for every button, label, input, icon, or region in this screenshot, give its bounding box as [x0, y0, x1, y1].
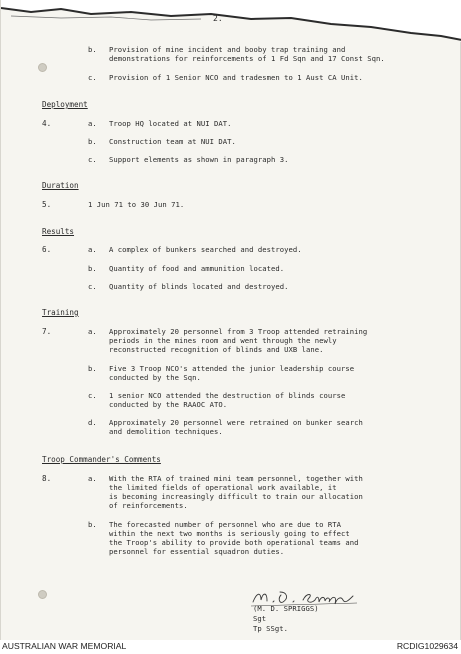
item-letter: c. — [88, 155, 97, 164]
item-text-line: personnel for essential squadron duties. — [109, 547, 285, 556]
page-number: 2. — [213, 14, 223, 23]
item-text-line: of reinforcements. — [109, 501, 188, 510]
item-letter: b. — [88, 264, 97, 273]
paragraph-number: 8. — [42, 474, 52, 483]
torn-top-edge — [1, 0, 461, 42]
paragraph-number: 7. — [42, 327, 52, 336]
section-heading-comments: Troop Commander's Comments — [42, 455, 161, 464]
item-letter: c. — [88, 282, 97, 291]
item-letter: b. — [88, 364, 97, 373]
item-text-line: conducted by the Sqn. — [109, 373, 201, 382]
item-letter: b. — [88, 45, 97, 54]
item-letter: c. — [88, 391, 97, 400]
item-text-line: conducted by the RAAOC ATO. — [109, 400, 228, 409]
item-text-line: Provision of 1 Senior NCO and tradesmen to 1 Aust CA Unit. — [109, 73, 363, 82]
item-letter: d. — [88, 418, 97, 427]
item-text-line: The forecasted number of personnel who are due to RTA — [109, 520, 341, 529]
item-text: 1 Jun 71 to 30 Jun 71. — [88, 200, 185, 209]
item-letter: a. — [88, 245, 97, 254]
item-letter: c. — [88, 73, 97, 82]
punch-hole — [38, 63, 47, 72]
footer-record-id: RCDIG1029634 — [396, 641, 458, 651]
item-text: Quantity of food and ammunition located. — [109, 264, 285, 273]
item-text-line: periods in the mines room and went through the newly — [109, 336, 337, 345]
item-letter: b. — [88, 137, 97, 146]
item-text-line: 1 senior NCO attended the destruction of blinds course — [109, 391, 346, 400]
paragraph-number: 5. — [42, 200, 52, 209]
item-text-line: demonstrations for reinforcements of 1 Fd Sqn and 17 Const Sqn. — [109, 54, 385, 63]
signatory-rank: Sgt — [253, 614, 267, 623]
section-heading-deployment: Deployment — [42, 100, 88, 109]
item-text-line: Provision of mine incident and booby trap training and — [109, 45, 346, 54]
signatory-appointment: Tp SSgt. — [253, 624, 289, 633]
item-text-line: the limited fields of operational work available, it — [109, 483, 337, 492]
item-text: Construction team at NUI DAT. — [109, 137, 236, 146]
paragraph-number: 4. — [42, 119, 52, 128]
item-text-line: the Troop's ability to provide both operational teams and — [109, 538, 359, 547]
item-text-line: is becoming increasingly difficult to train our allocation — [109, 492, 363, 501]
item-text-line: Approximately 20 personnel from 3 Troop attended retraining — [109, 327, 368, 336]
item-text-line: Five 3 Troop NCO's attended the junior leadership course — [109, 364, 355, 373]
item-text-line: reconstructed recognition of blinds and UXB lane. — [109, 345, 324, 354]
item-text: Troop HQ located at NUI DAT. — [109, 119, 232, 128]
item-text: A complex of bunkers searched and destroyed. — [109, 245, 302, 254]
item-text-line: within the next two months is seriously going to effect — [109, 529, 350, 538]
signatory-name: (M. D. SPRIGGS) — [253, 604, 319, 613]
item-text-line: With the RTA of trained mini team personnel, together with — [109, 474, 363, 483]
punch-hole — [38, 590, 47, 599]
item-text: Quantity of blinds located and destroyed. — [109, 282, 289, 291]
item-text: Support elements as shown in paragraph 3. — [109, 155, 289, 164]
section-heading-results: Results — [42, 227, 75, 236]
item-letter: a. — [88, 327, 97, 336]
item-text-line: Approximately 20 personnel were retrained on bunker search — [109, 418, 363, 427]
item-letter: a. — [88, 474, 97, 483]
section-heading-training: Training — [42, 308, 79, 317]
item-text-line: and demolition techniques. — [109, 427, 223, 436]
paragraph-number: 6. — [42, 245, 52, 254]
item-letter: a. — [88, 119, 97, 128]
section-heading-duration: Duration — [42, 181, 79, 190]
item-letter: b. — [88, 520, 97, 529]
footer-institution: AUSTRALIAN WAR MEMORIAL — [2, 641, 127, 651]
archive-footer — [0, 640, 461, 654]
